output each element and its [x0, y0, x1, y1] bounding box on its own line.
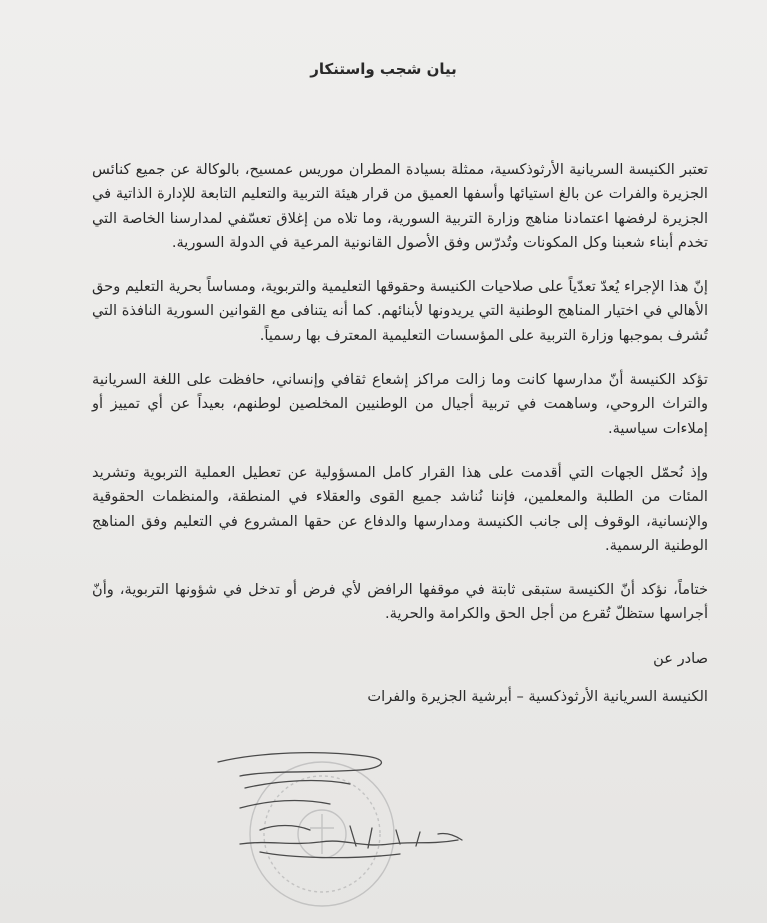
signature-stamp-image [200, 748, 490, 923]
paragraph-2: إنّ هذا الإجراء يُعدّ تعدّياً على صلاحيات الكنيسة وحقوقها التعليمية والتربوية، ومساساً بحرية التعليم وحق الأهالي في اختيار المناهج الوطنية التي يريدونها لأبنائهم. كما أنه يتنافى مع القوانين السورية النافذة التي تُشرف بموجبها وزارة التربية على المؤسسات التعليمية المعترف بها رسمياً. [92, 278, 708, 344]
paragraph-1: تعتبر الكنيسة السريانية الأرثوذكسية، ممثلة بسيادة المطران موريس عمسيح، بالوكالة عن جميع كنائس الجزيرة والفرات عن بالغ استيائها وأسفها العميق من قرار هيئة التربية والتعليم التابعة للإدارة الذاتية في الجزيرة لرفضها اعتمادنا مناهج وزارة التربية السورية، وما تلاه من إغلاق تعسّفي لمدارسنا الخاصة التي تخدم أبناء شعبنا وكل المكونات وتُدرّس وفق الأصول القانونية المرعية في الدولة السورية. [92, 161, 708, 251]
document-title: بيان شجب واستنكار [310, 60, 457, 78]
paragraph-4: وإذ نُحمّل الجهات التي أقدمت على هذا القرار كامل المسؤولية عن تعطيل العملية التربوية وتشريد المئات من الطلبة والمعلمين، فإننا نُناشد جميع القوى والعقلاء في المنطقة، والمنظمات الحقوقية والإنسانية، الوقوف إلى جانب الكنيسة ومدارسها والدفاع عن حقها المشروع في التعليم وفق المناهج الوطنية الرسمية. [92, 463, 708, 554]
handwritten-signature [218, 753, 462, 858]
issued-by-label: صادر عن [653, 649, 708, 667]
paragraph-3: تؤكد الكنيسة أنّ مدارسها كانت وما زالت مراكز إشعاع ثقافي وإنساني، حافظت على اللغة السريانية والتراث الروحي، وساهمت في تربية أجيال من الوطنيين المخلصين لوطنهم، بعيداً عن أي تمييز أو إملاءات سياسية. [92, 371, 708, 437]
issuer-line: الكنيسة السريانية الأرثوذكسية – أبرشية الجزيرة والفرات [367, 688, 708, 706]
paragraph-5: ختاماً، نؤكد أنّ الكنيسة ستبقى ثابتة في موقفها الرافض لأي فرض أو تدخل في شؤونها التربوية، وأنّ أجراسها ستظلّ تُقرع من أجل الحق والكرامة والحرية. [92, 581, 708, 623]
document-body [92, 158, 708, 729]
